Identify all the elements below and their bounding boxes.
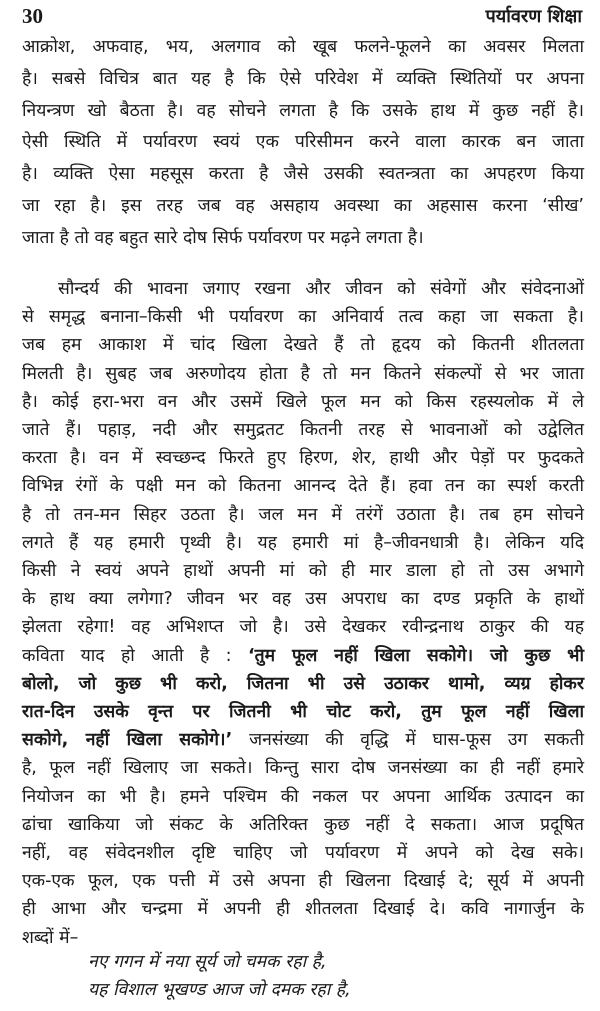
line-text: मिलती है। सुबह जब अरुणोदय होता है तो मन कितने संकल्पों से भर जाता: [22, 363, 584, 384]
text-line: [22, 501, 584, 529]
text-line: [22, 867, 584, 895]
line-text: ढांचा खाकिया जो संकट के अतिरिक्त कुछ नहीं दे सकता। आज प्रदूषित: [22, 814, 584, 835]
line-text: एक-एक फूल, एक पत्ती में उसे अपना ही खिलना दिखाई दे; सूर्य में अपनी: [22, 871, 584, 892]
text-line: [22, 65, 584, 93]
line-text: जनसंख्या की वृद्धि में घास-फूस उग सकती: [232, 730, 584, 751]
line-text: झेलता रहेगा! वह अभिशप्त जो है। उसे देखकर रवीन्द्रनाथ ठाकुर की यह: [22, 617, 584, 638]
line-text: जाते हैं। पहाड़, नदी और समुद्रतट कितनी तरह से भावनाओं को उद्वेलित: [22, 420, 584, 440]
line-text: आक्रोश, अफवाह, भय, अलगाव को खूब फलने-फूलने का अवसर मिलता: [22, 37, 584, 57]
line-text: जाता है तो वह बहुत सारे दोष सिर्फ पर्यावरण पर मढ़ने लगता है।: [22, 227, 424, 248]
text-line: [22, 416, 584, 444]
text-line: [22, 33, 584, 61]
line-text: है तो तन-मन सिहर उठता है। जल मन में तरंगें उठाता है। तब हम सोचने: [22, 504, 584, 525]
text-line: [22, 811, 584, 839]
text-line: [22, 444, 584, 472]
line-text: नहीं, वह संवेदनशील दृष्टि चाहिए जो पर्यावरण में अपने को देख सके।: [22, 843, 584, 863]
text-line: [22, 642, 584, 670]
poem-line: यह विशाल भूखण्ड आज जो दमक रहा है,: [88, 980, 351, 1000]
text-line: [22, 331, 584, 359]
line-text: है। सबसे विचित्र बात यह है कि ऐसे परिवेश में व्यक्ति स्थितियों पर अपना: [22, 68, 584, 89]
text-line: [22, 97, 584, 125]
line-text: किसी ने स्वयं अपने हाथों अपनी मां को ही मार डाला हो तो उस अभागे: [22, 561, 584, 581]
line-text: सौन्दर्य की भावना जगाए रखना और जीवन को संवेगों और संवेदनाओं: [58, 279, 584, 299]
line-text: है। व्यक्ति ऐसा महसूस करता है जैसे उसकी स्वतन्त्रता का अपहरण किया: [22, 164, 584, 185]
text-line: [22, 529, 584, 557]
text-line: [22, 360, 584, 388]
text-line: [22, 557, 584, 585]
text-line: [22, 224, 584, 252]
text-line: [22, 613, 584, 641]
line-text: ऐसी स्थिति में पर्यावरण स्वयं एक परिसीमन करने वाला कारक बन जाता: [22, 132, 584, 153]
line-text: है। कोई हरा-भरा वन और उसमें खिले फूल मन को किस रहस्यलोक में ले: [22, 391, 584, 412]
text-line: [22, 192, 584, 220]
text-line: [22, 726, 584, 754]
text-line: [58, 275, 584, 303]
text-line: [22, 754, 584, 782]
quoted-verse-text: सकोगे, नहीं खिला सकोगे।’: [22, 730, 233, 751]
quoted-verse-text: रात-दिन उसके वृन्त पर जितनी भी चोट करो, तुम फूल नहीं खिला: [22, 702, 584, 722]
line-text: से समृद्ध बनाना–किसी भी पर्यावरण का अनिवार्य तत्व कहा जा सकता है।: [22, 307, 584, 328]
line-text: जा रहा है। इस तरह जब वह असहाय अवस्था का अहसास करना ‘सीख’: [22, 196, 584, 216]
line-text: है, फूल नहीं खिलाए जा सकते। किन्तु सारा दोष जनसंख्या का ही नहीं हमारे: [22, 758, 584, 779]
running-title: पर्यावरण शिक्षा: [485, 6, 582, 27]
text-line: [22, 472, 584, 500]
line-text: नियोजन का भी है। हमने पश्चिम की नकल पर अपना आर्थिक उत्पादन का: [22, 786, 584, 807]
text-line: [22, 128, 584, 156]
line-text: लगते हैं यह हमारी पृथ्वी है। यह हमारी मां है–जीवनधात्री है। लेकिन यदि: [22, 532, 584, 553]
quoted-verse-text: बोलो, जो कुछ भी करो, जितना भी उसे उठाकर थामो, व्यग्र होकर: [22, 673, 584, 694]
quoted-verse-text: ‘तुम फूल नहीं खिला सकोगे। जो कुछ भी: [247, 645, 584, 666]
line-text: शब्दों में–: [22, 927, 79, 948]
text-line: [22, 670, 584, 698]
line-text: विभिन्न रंगों के पक्षी मन को कितना आनन्द देते हैं। हवा तन का स्पर्श करती: [22, 476, 584, 497]
text-line: [22, 698, 584, 726]
text-line: [22, 895, 584, 923]
text-line: [22, 783, 584, 811]
line-text: ही आभा और चन्द्रमा में अपनी ही शीतलता दिखाई दे। कवि नागार्जुन के: [22, 899, 584, 920]
line-text: नियन्त्रण खो बैठता है। वह सोचने लगता है कि उसके हाथ में कुछ नहीं है।: [22, 100, 584, 121]
line-text: के हाथ क्या लगेगा? जीवन भर वह उस अपराध का दण्ड प्रकृति के हाथों: [22, 589, 584, 610]
page-number: 30: [22, 4, 43, 28]
line-text: कविता याद हो आती है :: [22, 645, 248, 666]
line-text: जब हम आकाश में चांद खिला देखते हैं तो हृदय को कितनी शीतलता: [22, 335, 584, 356]
text-line: [22, 303, 584, 331]
line-text: करता है। वन में स्वच्छन्द फिरते हुए हिरण, शेर, हाथी और पेड़ों पर फुदकते: [22, 448, 584, 469]
text-line: [22, 585, 584, 613]
poem-line: नए गगन में नया सूर्य जो चमक रहा है,: [88, 952, 327, 972]
text-line: [22, 160, 584, 188]
text-line: [22, 839, 584, 867]
text-line: [22, 388, 584, 416]
